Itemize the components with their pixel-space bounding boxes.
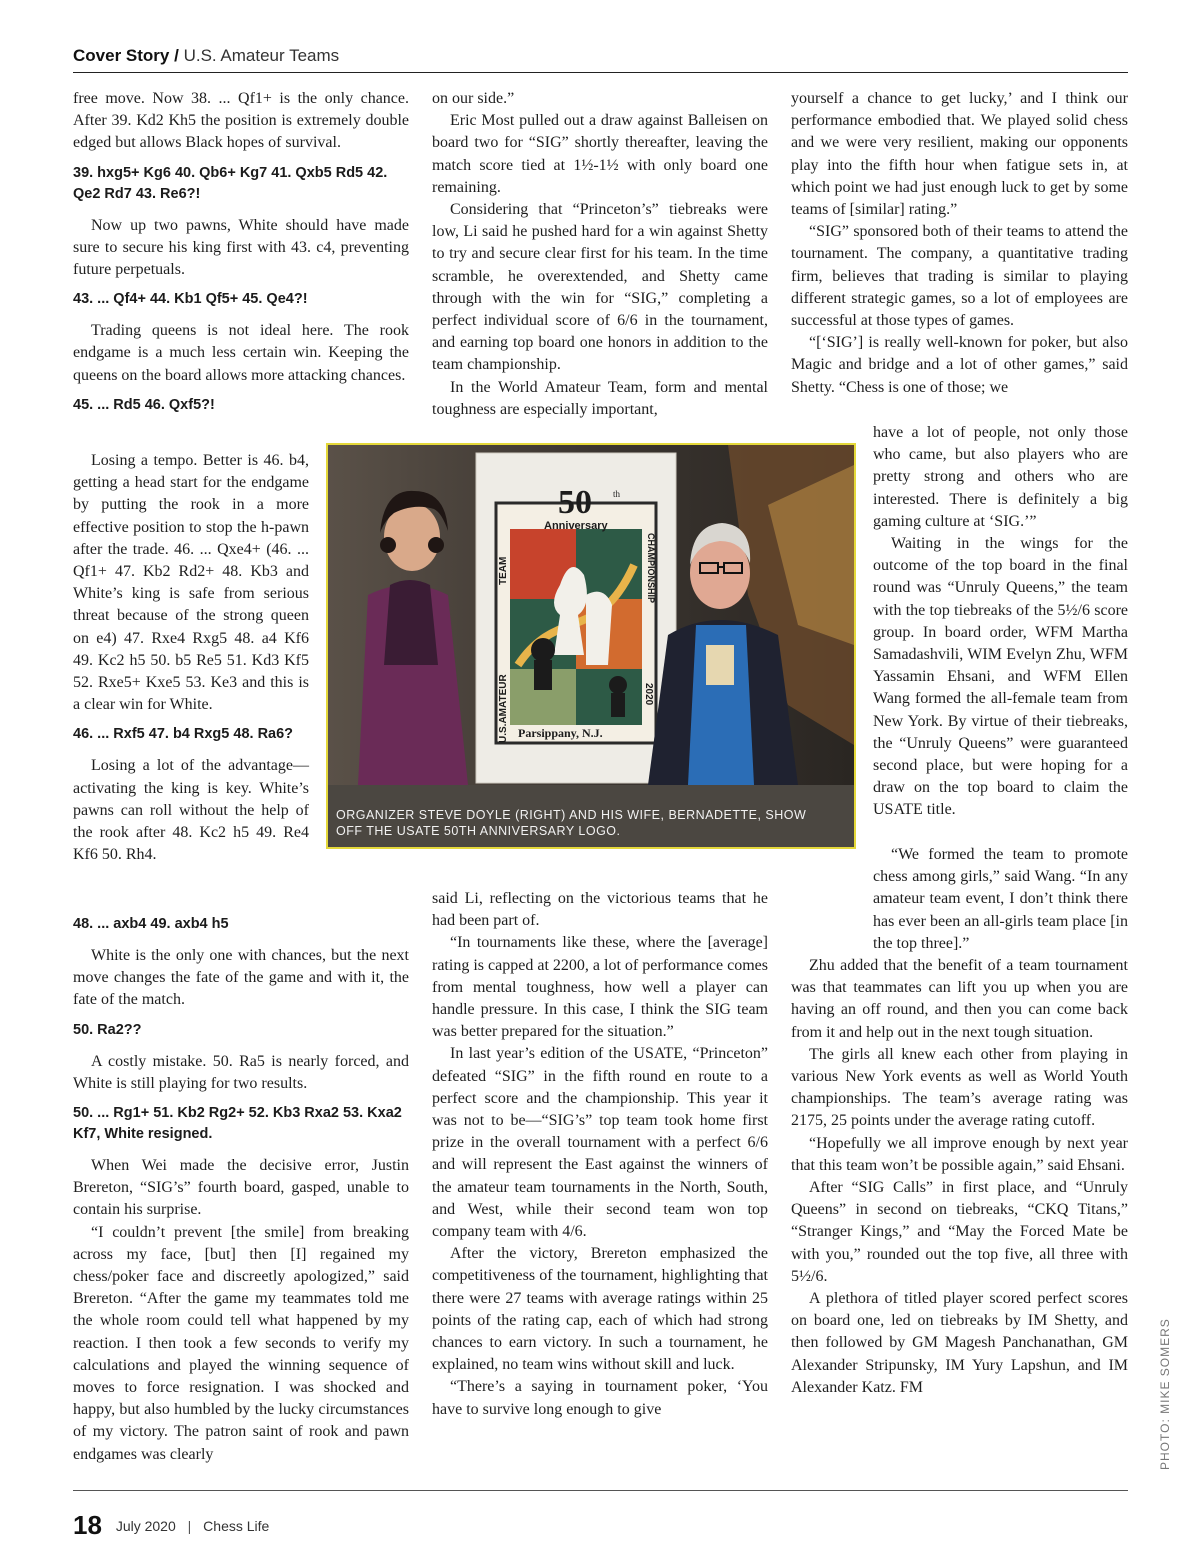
paragraph: free move. Now 38. ... Qf1+ is the only chance. After 39. Kd2 Kh5 the position is extremely double edged but allows Black hopes of survival. xyxy=(73,90,409,152)
event-photo xyxy=(326,443,856,849)
column-1-top xyxy=(73,88,409,426)
photo-credit: PHOTO: MIKE SOMERS xyxy=(1158,1318,1172,1470)
paragraph: said Li, reflecting on the victorious teams that he had been part of. xyxy=(432,890,768,930)
column-2-bottom xyxy=(432,888,768,1421)
page-number: 18 xyxy=(73,1510,102,1540)
paragraph: In last year’s edition of the USATE, “Princeton” defeated “SIG” in the fifth round en route to a perfect score and the championship. This year it was not to be—“SIG’s” top team took home first prize in the overall tournament with a perfect 6/6 and will represent the East against the winners of the amateur team tournaments in the North, South, and West, while their second team won top company team with 4/6. xyxy=(432,1045,768,1241)
paragraph: After the victory, Brereton emphasized the competitiveness of the tournament, highlighting that there were 27 teams with average ratings within 25 points of the rating cap, each of which had strong chances to earn victory. In such a tournament, he explained, no team wins without skill and luck. xyxy=(432,1245,768,1374)
move-line: 48. ... axb4 49. axb4 h5 xyxy=(73,916,229,932)
paragraph: A plethora of titled player scored perfect scores on board one, led on tiebreaks by IM Shetty, and then followed by GM Magesh Panchanathan, GM Alexander Stripunsky, IM Yury Lapshun, and IM Alexander Katz. FM xyxy=(791,1290,1128,1396)
column-1-narrow xyxy=(73,450,309,866)
photo-illustration xyxy=(328,445,854,847)
poster-place: Parsippany, N.J. xyxy=(518,726,603,740)
magazine-name: Chess Life xyxy=(203,1518,270,1534)
poster-year: 2020 xyxy=(643,683,654,706)
poster xyxy=(476,453,676,783)
paragraph: “[‘SIG’] is really well-known for poker, but also Magic and bridge and a lot of other games,” said Shetty. “Chess is one of those; we xyxy=(791,334,1128,396)
section-label: Cover Story xyxy=(73,46,170,65)
paragraph: Trading queens is not ideal here. The rook endgame is a much less certain win. Keeping the queens on the board allows more attacking chances. xyxy=(73,322,409,384)
paragraph: Waiting in the wings for the outcome of the top board in the final round was “Unruly Queens,” the team with the top tiebreaks of the 5½/6 score group. In board order, WFM Martha Samadashvili, WIM Evelyn Zhu, WFM Yassamin Ehsani, and WFM Ellen Wang formed the all-female team from New York. By virtue of their tiebreaks, the “Unruly Queens” were guaranteed second place, but were hoping for a draw on the top board to claim the USATE title. xyxy=(873,535,1128,819)
paragraph: Now up two pawns, White should have made sure to secure his king first with 43. c4, preventing future perpetuals. xyxy=(73,216,409,279)
paragraph: “We formed the team to promote chess among girls,” said Wang. “In any amateur team event, I don’t think there has ever been an all-girls team place [in the top three].” xyxy=(873,846,1128,952)
page-footer xyxy=(73,1510,269,1541)
column-3-narrow xyxy=(873,422,1128,822)
paragraph: Considering that “Princeton’s” tiebreaks were low, Li said he pushed hard for a win against Shetty to try and secure clear first for his team. In the time scramble, he overextended, and Shetty came through with the win for “SIG,” completing a perfect individual score of 6/6 in the tournament, and earning top board one honors in addition to the team championship. xyxy=(432,201,768,374)
poster-50: 50 xyxy=(558,484,592,521)
header-slash: / xyxy=(174,46,179,65)
paragraph: “There’s a saying in tournament poker, ‘You have to survive long enough to give xyxy=(432,1378,768,1418)
paragraph: Zhu added that the benefit of a team tournament was that teammates can lift you up when you are having an off round, and then you can come back from it and help out in the next tough situation. xyxy=(791,957,1128,1041)
paragraph: on our side.” xyxy=(432,90,515,107)
move-line: 50. Ra2?? xyxy=(73,1021,142,1038)
paragraph: “SIG” sponsored both of their teams to attend the tournament. The company, a quantitative trading firm, believes that trading is similar to playing different strategic games, so a lot of employees are successful at those types of games. xyxy=(791,223,1128,330)
issue-date: July 2020 xyxy=(115,1518,176,1534)
paragraph: Losing a lot of the advantage—activating the king is key. White’s pawns can roll without the help of the rook after 48. Kc2 h5 49. Re4 Kf6 50. Rh4. xyxy=(73,757,309,864)
column-3-top xyxy=(791,88,1128,399)
paragraph: “I couldn’t prevent [the smile] from breaking across my face, [but] then [I] regained my chess/poker face and discreetly apologized,” said Brereton. “After the game my teammates told me the whole room could tell what happened by my reaction. I then took a few seconds to verify my calculations and played the winning sequence of moves to force resignation. I was shocked and happy, but also humbled by the lucky circumstances of my victory. The patron saint of rook and pawn endgames was clearly xyxy=(73,1223,409,1463)
paragraph: When Wei made the decisive error, Justin Brereton, “SIG’s” fourth board, gasped, unable to contain his surprise. xyxy=(73,1157,409,1219)
move-line: 50. ... Rg1+ 51. Kb2 Rg2+ 52. Kb3 Rxa2 53. Kxa2 Kf7, White resigned. xyxy=(73,1105,402,1143)
paragraph: A costly mistake. 50. Ra5 is nearly forced, and White is still playing for two results. xyxy=(73,1052,409,1092)
poster-championship: CHAMPIONSHIP xyxy=(646,533,656,604)
paragraph: “Hopefully we all improve enough by next year that this team won’t be possible again,” said Ehsani. xyxy=(791,1134,1128,1174)
poster-anniversary: Anniversary xyxy=(544,520,608,532)
paragraph: have a lot of people, not only those who came, but also players who are pretty strong and others who are interested. There is definitely a big gaming culture at ‘SIG.’” xyxy=(873,424,1128,530)
paragraph: yourself a chance to get lucky,’ and I think our performance embodied that. We played solid chess and we were very resilient, making our opponents play into the fifth hour when fatigue sets in, at which point we had just enough luck to get by some teams of [similar] rating.” xyxy=(791,90,1128,219)
move-line: 46. ... Rxf5 47. b4 Rxg5 48. Ra6? xyxy=(73,726,294,743)
move-line: 43. ... Qf4+ 44. Kb1 Qf5+ 45. Qe4?! xyxy=(73,291,308,308)
paragraph: “In tournaments like these, where the [average] rating is capped at 2200, a lot of performance comes from mental toughness, how well a player can handle pressure. In this case, I think the SIG team was better prepared for the situation.” xyxy=(432,934,768,1041)
running-header xyxy=(73,46,1128,73)
move-line: 39. hxg5+ Kg6 40. Qb6+ Kg7 41. Qxb5 Rd5 42. Qe2 Rd7 43. Re6?! xyxy=(73,164,388,202)
poster-usamateur: U.S.AMATEUR xyxy=(498,674,509,743)
footer-separator: | xyxy=(187,1518,192,1534)
move-line: 45. ... Rd5 46. Qxf5?! xyxy=(73,396,215,413)
column-1-bottom xyxy=(73,914,409,1466)
photo-caption: ORGANIZER STEVE DOYLE (RIGHT) AND HIS WIFE, BERNADETTE, SHOW OFF THE USATE 50TH ANNIVERSARY LOGO. xyxy=(336,808,807,838)
paragraph: Losing a tempo. Better is 46. b4, getting a head start for the endgame by putting the rook in a more effective position to stop the h-pawn after the trade. 46. ... Qxe4+ (46. ... Qf1+ 47. Kb2 Rd2+ 48. Kb3 and White’s king is safe from serious threat because of the strong queen on e4) 47. Rxe4 Rxg5 48. a4 Kf6 49. Kc2 h5 50. b5 Re5 51. Kd3 Kf5 52. Rxe5+ Kxe5 53. Ke3 and this is a clear win for White. xyxy=(73,452,309,714)
section-subtitle: U.S. Amateur Teams xyxy=(183,46,340,65)
footer-rule xyxy=(73,1490,1128,1491)
paragraph: In the World Amateur Team, form and mental toughness are especially important, xyxy=(432,378,768,418)
poster-th: th xyxy=(613,489,621,499)
paragraph: The girls all knew each other from playing in various New York events as well as World Youth championships. The team’s average rating was 2175, 25 points under the average rating cutoff. xyxy=(791,1045,1128,1130)
column-3-bottom xyxy=(791,844,1128,1399)
paragraph: White is the only one with chances, but the next move changes the fate of the game and with it, the fate of the match. xyxy=(73,947,409,1009)
paragraph: After “SIG Calls” in first place, and “Unruly Queens” in second on tiebreaks, “CKQ Titans,” “Stranger Kings,” and “May the Forced Mate be with you,” rounded out the top five, all three with 5½/6. xyxy=(791,1179,1128,1285)
paragraph: Eric Most pulled out a draw against Balleisen on board two for “SIG” shortly thereafter, leaving the match score tied at 1½-1½ with only board one remaining. xyxy=(432,112,768,196)
column-2-top xyxy=(432,88,768,421)
poster-team: TEAM xyxy=(498,556,509,585)
